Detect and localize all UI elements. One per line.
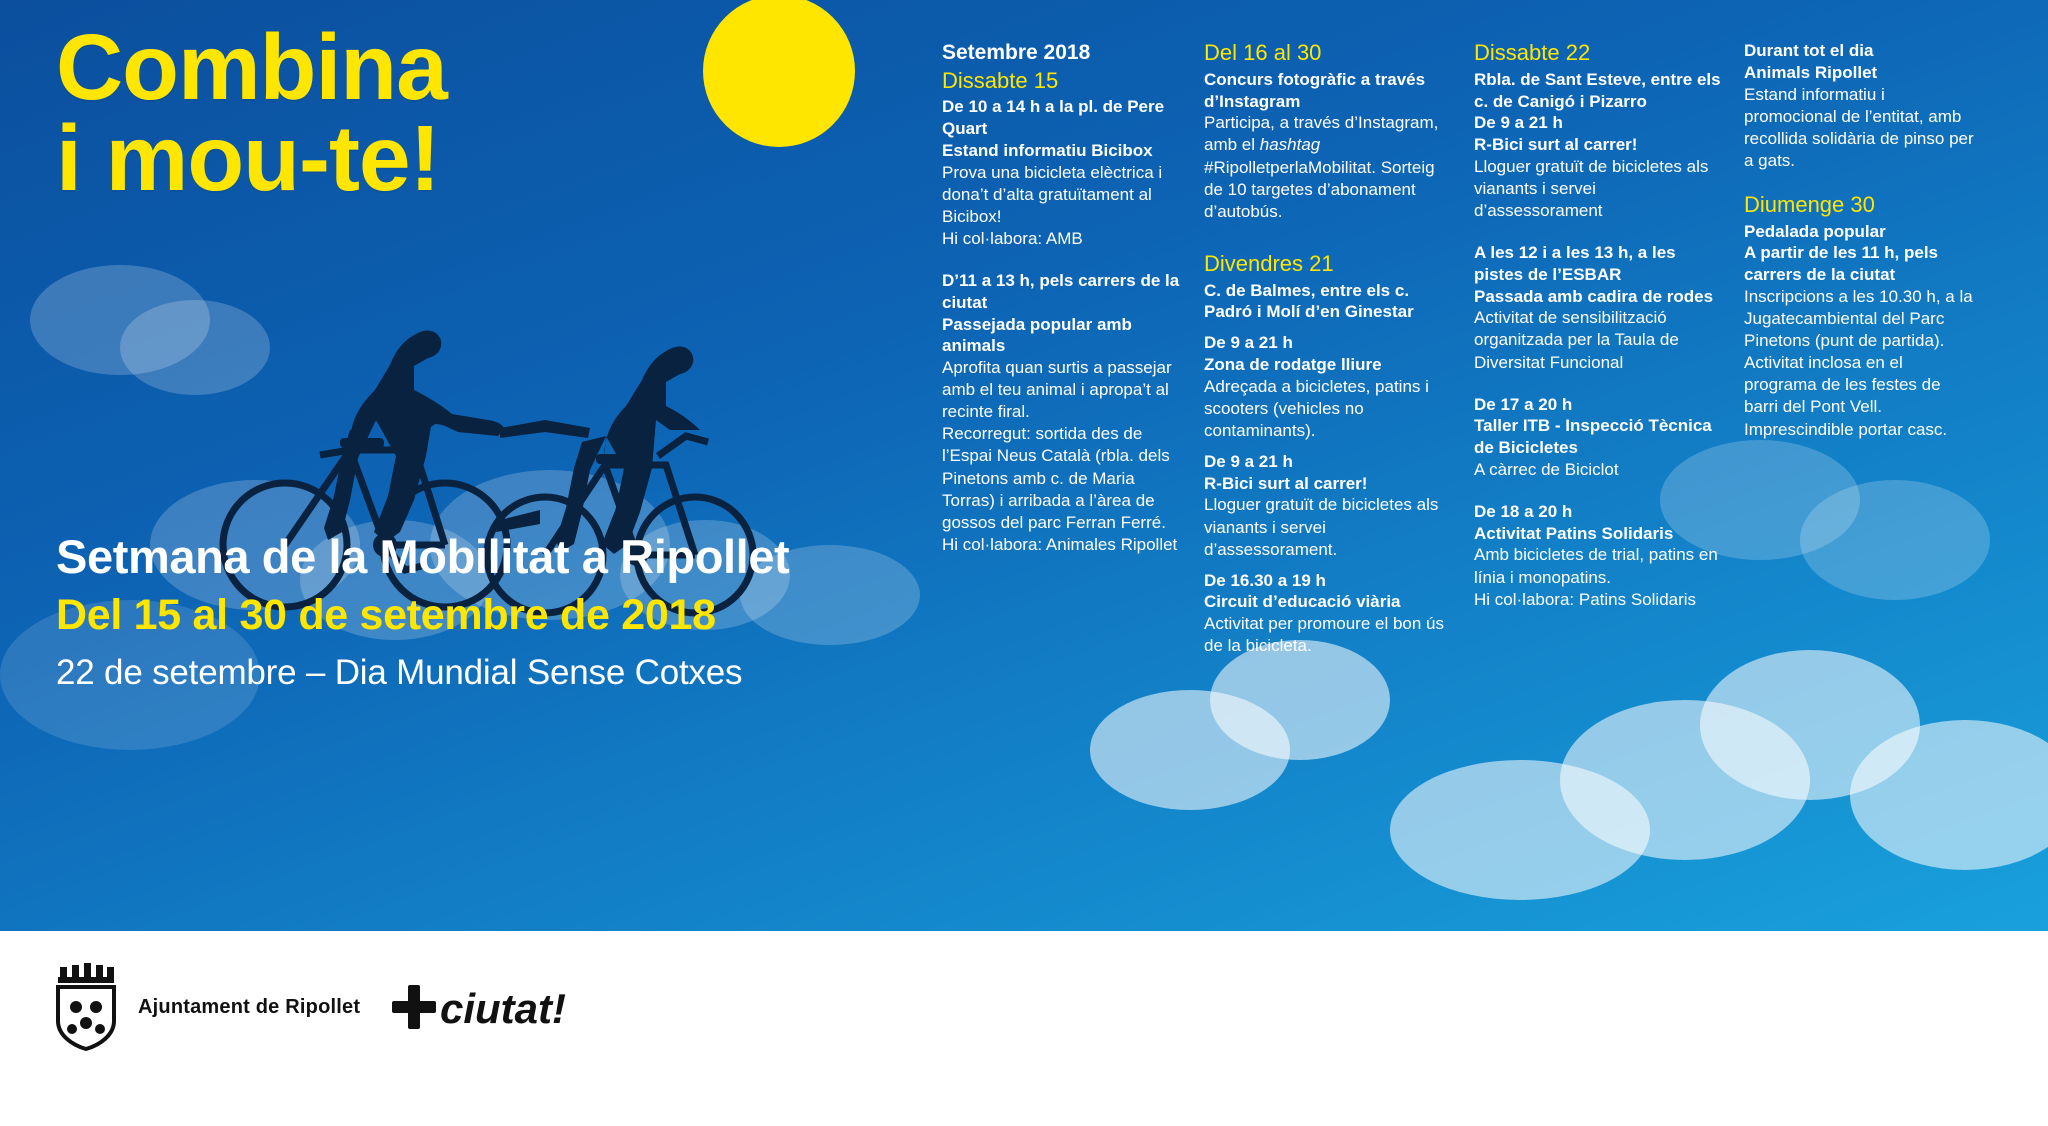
event-name: Animals Ripollet — [1744, 62, 1878, 82]
event-time: De 10 a 14 h a la pl. de Pere Quart — [942, 97, 1165, 139]
program-column-2 — [1204, 40, 1474, 657]
event-time: De 17 a 20 h — [1474, 394, 1573, 414]
event-desc: Adreçada a bicicletes, patins i scooters (vehicles no contaminants). — [1204, 376, 1429, 440]
event-note: Hi col·labora: Patins Solidaris — [1474, 589, 1697, 609]
event-name: Activitat Patins Solidaris — [1474, 523, 1674, 543]
event-name: Passejada popular amb animals — [942, 314, 1132, 356]
event-desc: Activitat de sensibilització organitzada per la Taula de Diversitat Funcional — [1474, 308, 1679, 372]
event-desc: A càrrec de Biciclot — [1474, 459, 1619, 479]
event-time: De 9 a 21 h — [1474, 113, 1563, 133]
ciutat-logo — [390, 967, 605, 1047]
program-column-1 — [942, 40, 1204, 657]
event-name: R-Bici surt al carrer! — [1204, 473, 1368, 493]
event-time: De 9 a 21 h — [1204, 333, 1293, 353]
event-time: D’11 a 13 h, pels carrers de la ciutat — [942, 271, 1180, 312]
column-day-heading: Dissabte 15 — [942, 67, 1059, 93]
headline-line-1: Combina — [56, 15, 447, 119]
event-location: C. de Balmes, entre els c. Padró i Molí d’en Ginestar — [1204, 280, 1414, 322]
cloud-shape — [1390, 760, 1650, 900]
poster-footer — [0, 931, 2048, 1126]
cloud-shape — [1210, 640, 1390, 760]
event-desc: Lloguer gratuït de bicicletes als vianants i servei d’assessorament — [1474, 156, 1709, 221]
svg-text:ciutat!: ciutat! — [440, 985, 567, 1032]
column-day-heading: Divendres 21 — [1204, 250, 1334, 276]
ripollet-crest-icon — [50, 963, 122, 1051]
event-time: A partir de les 11 h, pels carrers de la ciutat — [1744, 243, 1939, 285]
event-desc-pre: Participa, a través d’Instagram, amb el — [1204, 113, 1439, 155]
event-dates: Del 15 al 30 de setembre de 2018 — [56, 590, 716, 639]
column-day-heading: Diumenge 30 — [1744, 191, 1875, 217]
column-day-heading: Del 16 al 30 — [1204, 40, 1322, 65]
sun-icon — [703, 0, 855, 147]
event-name: Passada amb cadira de rodes — [1474, 286, 1714, 306]
event-location: Rbla. de Sant Esteve, entre els c. de Canigó i Pizarro — [1474, 69, 1721, 111]
event-title: Setmana de la Mobilitat a Ripollet — [56, 530, 790, 584]
event-desc-post: #RipolletperlaMobilitat. Sorteig de 10 targetes d’abonament d’autobús. — [1204, 157, 1435, 221]
event-note: Hi col·labora: AMB — [942, 228, 1083, 248]
event-desc-emphasis: hashtag — [1259, 135, 1321, 155]
town-hall-label: Ajuntament de Ripollet — [138, 995, 361, 1018]
event-time: De 16.30 a 19 h — [1204, 570, 1326, 590]
column-day-heading: Dissabte 22 — [1474, 40, 1591, 65]
event-name: Zona de rodatge lliure — [1204, 354, 1382, 374]
event-desc: Estand informatiu i promocional de l’entitat, amb recollida solidària de pinso per a gats. — [1744, 84, 1974, 170]
event-desc: Prova una bicicleta elèctrica i dona’t d’alta gratuïtament al Bicibox! — [942, 162, 1163, 226]
event-desc: Activitat per promoure el bon ús de la bicicleta. — [1204, 614, 1445, 656]
event-note: Hi col·labora: Animales Ripollet — [942, 534, 1178, 554]
program-column-4 — [1744, 40, 1994, 657]
event-route: Recorregut: sortida des de l’Espai Neus Català (rbla. dels Pinetons amb c. de Maria Torras) i arribada a l’àrea de gossos del parc Ferran Ferré. — [942, 424, 1170, 532]
event-desc — [1204, 112, 1454, 222]
event-desc: Aprofita quan surtis a passejar amb el teu animal i apropa’t al recinte firal. — [942, 358, 1172, 422]
poster-bottom-titles — [56, 531, 1056, 695]
event-name: Concurs fotogràfic a través d’Instagram — [1204, 69, 1426, 111]
event-time: De 9 a 21 h — [1204, 451, 1293, 471]
program-column-3 — [1474, 40, 1744, 657]
program-columns — [942, 40, 2012, 657]
event-desc: Amb bicicletes de trial, patins en línia i monopatins. — [1474, 545, 1718, 587]
event-desc: Inscripcions a les 10.30 h, a la Jugatecambiental del Parc Pinetons (punt de partida). Activitat inclosa en el programa de les festes de barri del Pont Vell. Imprescindible portar casc. — [1744, 286, 1973, 439]
poster-headline — [56, 15, 447, 211]
event-name: R-Bici surt al carrer! — [1474, 135, 1638, 155]
event-name: Taller ITB - Inspecció Tècnica de Bicicletes — [1474, 416, 1712, 458]
event-name: Circuit d’educació viària — [1204, 592, 1401, 612]
event-time: A les 12 i a les 13 h, a les pistes de l’ESBAR — [1474, 243, 1676, 284]
event-time: De 18 a 20 h — [1474, 501, 1573, 521]
column-month-heading: Setembre 2018 — [942, 41, 1091, 64]
footer-logos — [50, 963, 605, 1051]
event-name: Pedalada popular — [1744, 221, 1886, 241]
event-desc: Lloguer gratuït de bicicletes als vianants i servei d’assessorament. — [1204, 495, 1439, 559]
headline-line-2: i mou-te! — [56, 106, 440, 211]
event-subtitle: 22 de setembre – Dia Mundial Sense Cotxes — [56, 653, 743, 693]
event-time: Durant tot el dia — [1744, 41, 1874, 60]
event-name: Estand informatiu Bicibox — [942, 140, 1153, 160]
